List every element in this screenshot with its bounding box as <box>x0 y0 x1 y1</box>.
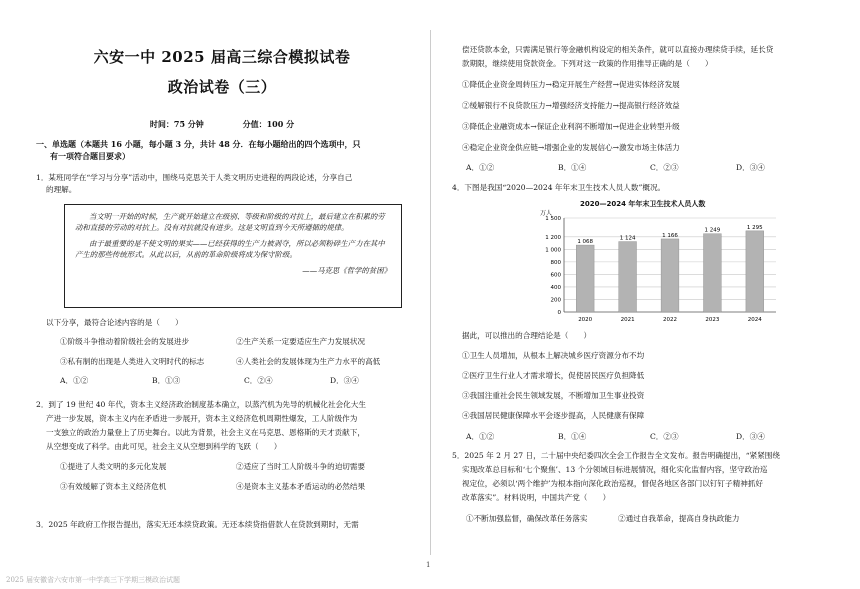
chart-ylabel: 万人 <box>540 210 553 217</box>
page-number: 1 <box>426 561 431 569</box>
q2-line2: 产进一步发展，资本主义内在矛盾进一步展开，资本主义经济危机周期性爆发，工人阶级作为 <box>46 414 358 423</box>
q5-option-2: ②通过自我革命，提高自身执政能力 <box>618 514 740 523</box>
footer-watermark: 2025 届安徽省六安市第一中学高三下学期三模政治试题 <box>6 576 181 584</box>
exam-time: 时间：75 分钟 <box>149 119 204 129</box>
q3-line3: 款期限，继续使用贷款资金。下列对这一政策的作用推导正确的是（ ） <box>462 59 713 68</box>
q2-option-3: ③有效缓解了资本主义经济危机 <box>60 482 167 491</box>
q3-choice-d[interactable]: D．③④ <box>736 163 765 172</box>
exam-title: 六安一中 2025 届高三综合模拟试卷 <box>93 48 351 66</box>
q2-line4: 从空想变成了科学。由此可见，社会主义从空想到科学的飞跃（ ） <box>46 442 282 451</box>
chart-value-label: 1 249 <box>704 227 721 234</box>
chart-value-label: 1 068 <box>577 239 594 246</box>
exam-score: 分值：100 分 <box>242 119 295 129</box>
q1-option-2: ②生产关系一定要适应生产力发展状况 <box>236 337 366 346</box>
q1-quote-paragraph1: 当文明一开始的时候，生产就开始建立在级别、等级和阶级的对抗上，最后建立在积累的劳动和直接的劳动的对抗上。没有对抗就没有进步。这是文明直到今天所遵循的规律。 <box>75 212 385 233</box>
q1-choice-a[interactable]: A．①② <box>60 376 89 385</box>
q2-option-4: ④是资本主义基本矛盾运动的必然结果 <box>236 482 366 491</box>
q2-option-1: ①提进了人类文明的多元化发展 <box>60 462 167 471</box>
q1-option-4: ④人类社会的发展体现为生产力水平的高低 <box>236 357 381 366</box>
chart-value-label: 1 166 <box>662 232 678 239</box>
chart-ytick-label: 0 <box>557 310 561 316</box>
q3-option-3: ③降低企业融资成本→保证企业利润不断增加→促进企业转型升级 <box>462 122 680 131</box>
q4-choice-d[interactable]: D．③④ <box>736 432 765 441</box>
q3-option-4: ④稳定企业资金供应链→增强企业的发展信心→激发市场主体活力 <box>462 143 680 152</box>
chart-bar <box>661 239 679 312</box>
q3-choice-c[interactable]: C．②③ <box>650 163 679 172</box>
exam-subtitle: 政治试卷（三） <box>167 78 277 96</box>
q5-line1: 5．2025 年 2 月 27 日，二十届中央纪委四次全会工作报告全文发布。报告明确提出，“紧紧围绕 <box>452 451 780 460</box>
q2-line1: 2．到了 19 世纪 40 年代，资本主义经济政治制度基本确立，以蒸汽机为先导的机械化社会化大生 <box>36 400 366 409</box>
q1-choice-b[interactable]: B．①③ <box>152 376 181 385</box>
q5-line2: 实现改革总目标和‘七个聚焦’、13 个分领域目标进展情况，细化实化监督内容，坚守政治巡 <box>462 465 768 474</box>
chart-xtick-label: 2020 <box>578 317 593 323</box>
chart-xtick-label: 2022 <box>663 317 677 323</box>
q3-choice-a[interactable]: A．①② <box>466 163 495 172</box>
q5-option-1: ①不断加强监督，确保改革任务落实 <box>466 514 588 523</box>
section-heading-line2: 有一项符合题目要求） <box>50 151 130 162</box>
q5-line3: 视定位，必须以‘两个维护’为根本指向深化政治巡视，督促各地区各部门以钉钉子精神抓好 <box>462 479 763 488</box>
chart-ytick-label: 1 200 <box>545 234 561 241</box>
chart-bar <box>619 242 637 312</box>
q3-choice-b[interactable]: B．①④ <box>558 163 587 172</box>
chart-ytick-label: 800 <box>550 259 561 266</box>
chart-ytick-label: 400 <box>550 284 561 291</box>
chart-bar <box>703 234 721 312</box>
q5-line4: 改革落实”。材料说明，中国共产党（ ） <box>462 493 611 502</box>
q1-quote-paragraph2: 由于最重要的是不使文明的果实——已经获得的生产力被剥夺，所以必须粉碎生产力在其中产生的那些传统形式。从此以后，从前的革命阶级将成为保守阶级。 <box>75 238 385 260</box>
q1-quote-box <box>64 204 402 308</box>
chart-value-label: 1 295 <box>746 224 763 231</box>
q1-option-1: ①阶级斗争推动着阶级社会的发展进步 <box>60 337 190 346</box>
q4-option-1: ①卫生人员增加，从根本上解决城乡医疗资源分布不均 <box>462 351 645 360</box>
q4-choice-c[interactable]: C．②③ <box>650 432 679 441</box>
q1-question: 以下分享，最符合论述内容的是（ ） <box>46 318 183 327</box>
chart-xtick-label: 2024 <box>747 317 762 323</box>
section-heading <box>36 138 408 163</box>
chart-bar <box>576 245 594 312</box>
q4-option-3: ③我国注重社会民生领域发展，不断增加卫生事业投资 <box>462 391 645 400</box>
q1-option-3: ③私有制的出现是人类进入文明时代的标志 <box>60 357 205 366</box>
section-heading-line1: 一、单选题（本题共 16 小题，每小题 3 分，共计 48 分．在每小题给出的四个选项中，只 <box>36 139 361 149</box>
chart-ytick-label: 200 <box>550 297 561 304</box>
q1-choice-d[interactable]: D．③④ <box>330 376 359 385</box>
q4-option-2: ②医疗卫生行业人才需求增长，促使居民医疗负担降低 <box>462 371 645 380</box>
q2-option-2: ②适应了当时工人阶级斗争的迫切需要 <box>236 462 366 471</box>
q4-question: 据此，可以推出的合理结论是（ ） <box>462 331 592 340</box>
q1-stem-line2: 的理解。 <box>46 185 77 194</box>
chart-value-label: 1 124 <box>619 235 636 242</box>
q1-quote-source: ——马克思《哲学的贫困》 <box>302 265 391 275</box>
q2-line3: 一支独立的政治力量登上了历史舞台。以此为背景，社会主义在马克思、恩格斯的天才贡献下， <box>46 428 365 437</box>
q4-choice-a[interactable]: A．①② <box>466 432 495 441</box>
bar-chart <box>530 208 780 326</box>
q4-option-4: ④我国居民健康保障水平会逐步提高，人民健康有保障 <box>462 411 645 420</box>
q4-line1: 4．下图是我国“2020—2024 年年末卫生技术人员人数”概况。 <box>452 183 666 192</box>
chart-xtick-label: 2023 <box>705 317 720 323</box>
chart-ytick-label: 1 500 <box>545 216 561 222</box>
q1-stem-line1: 1．某班同学在“学习与分享”活动中，围绕马克思关于人类文明历史进程的两段论述，分享自己 <box>36 173 353 182</box>
q3-line1: 3．2025 年政府工作报告提出，落实无还本续贷政策。无还本续贷指借款人在贷款到期时，无需 <box>36 520 359 529</box>
exam-meta <box>36 118 408 130</box>
chart-ytick-label: 1 000 <box>545 247 561 254</box>
q4-choice-b[interactable]: B．①④ <box>558 432 587 441</box>
chart-title: 2020—2024 年年末卫生技术人员人数 <box>580 200 706 208</box>
chart-ytick-label: 600 <box>550 272 561 279</box>
q3-option-1: ①降低企业资金周转压力→稳定开展生产经营→促进实体经济发展 <box>462 80 680 89</box>
q1-choice-c[interactable]: C．②④ <box>244 376 273 385</box>
column-divider <box>430 30 431 555</box>
chart-xtick-label: 2021 <box>620 317 635 323</box>
q3-line2: 偿还贷款本金，只需满足银行等金融机构设定的相关条件，就可以直接办理续贷手续，延长贷 <box>462 45 774 54</box>
chart-bar <box>746 231 764 312</box>
q3-option-2: ②缓解银行不良贷款压力→增强经济支持能力→提高银行经济效益 <box>462 101 680 110</box>
